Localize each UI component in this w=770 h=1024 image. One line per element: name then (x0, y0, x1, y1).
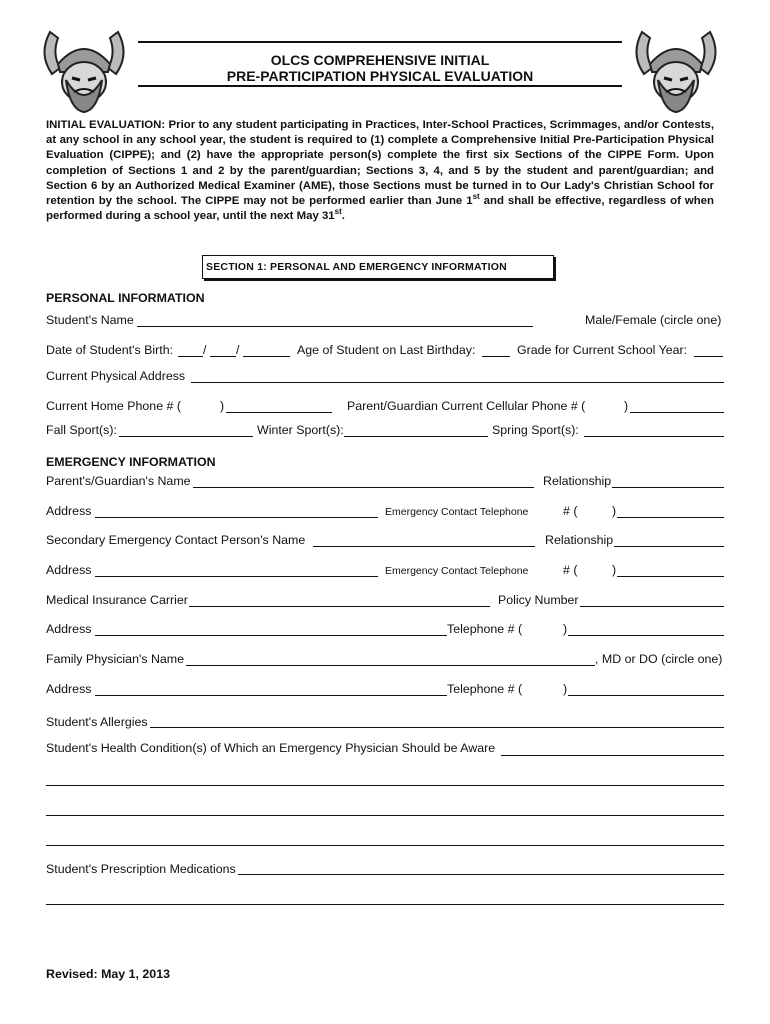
home-phone-field[interactable] (226, 412, 332, 413)
dob-slash-1: / (203, 343, 207, 357)
address-2-field[interactable] (95, 576, 378, 577)
title-line-1: OLCS COMPREHENSIVE INITIAL (270, 52, 490, 68)
telephone-4-label: Telephone # ( (447, 682, 523, 696)
conditions-line-4[interactable] (46, 845, 724, 846)
dob-year-field[interactable] (243, 356, 290, 357)
grade-label: Grade for Current School Year: (517, 343, 688, 357)
ec-phone-1-close: ) (612, 504, 617, 518)
current-address-label: Current Physical Address (46, 369, 186, 383)
address-2-label: Address (46, 563, 92, 577)
winter-sports-label: Winter Sport(s): (257, 423, 344, 437)
address-3-label: Address (46, 622, 92, 636)
gender-label: Male/Female (circle one) (585, 313, 722, 327)
viking-logo-right (628, 24, 724, 114)
fall-sports-field[interactable] (119, 436, 253, 437)
telephone-4-close: ) (563, 682, 568, 696)
conditions-line-3[interactable] (46, 815, 724, 816)
spring-sports-field[interactable] (584, 436, 724, 437)
intro-paragraph: INITIAL EVALUATION: Prior to any student participating in Practices, Inter-School Practices, Scrimmages, and/or Contests, at any school in any school year, the student is required to (1) complete a Comprehensive Initial Pre-Participation Physical Evaluation (CIPPE); and (2) have the appropriate person(s) complete the first six Sections of the CIPPE Form. Upon completion of Sections 1 and 2 by the parent/guardian; Sections 3, 4, and 5 by the student and parent/guardian; and Section 6 by an Authorized Medical Examiner (AME), those Sections must be turned in to Our Lady's Christian School for retention by the school. The CIPPE may not be performed earlier than June 1st and shall be effective, regardless of when performed during a school year, until the next May 31st. (46, 119, 714, 223)
policy-number-label: Policy Number (498, 593, 579, 607)
ec-telephone-2-label: Emergency Contact Telephone (385, 565, 529, 577)
emergency-info-heading: EMERGENCY INFORMATION (46, 455, 216, 469)
md-do-label: , MD or DO (circle one) (595, 652, 723, 666)
cell-phone-close: ) (624, 399, 629, 413)
parent-name-label: Parent's/Guardian's Name (46, 474, 191, 488)
conditions-line-2[interactable] (46, 785, 724, 786)
dob-label: Date of Student's Birth: (46, 343, 174, 357)
parent-relationship-field[interactable] (612, 487, 724, 488)
parent-name-field[interactable] (193, 487, 534, 488)
age-label: Age of Student on Last Birthday: (297, 343, 476, 357)
physician-name-label: Family Physician's Name (46, 652, 185, 666)
address-1-label: Address (46, 504, 92, 518)
address-4-label: Address (46, 682, 92, 696)
telephone-3-label: Telephone # ( (447, 622, 523, 636)
medications-line-2[interactable] (46, 904, 724, 905)
telephone-3-field[interactable] (568, 635, 724, 636)
age-field[interactable] (482, 356, 510, 357)
viking-logo-left (36, 24, 132, 114)
spring-sports-label: Spring Sport(s): (492, 423, 579, 437)
address-1-field[interactable] (95, 517, 378, 518)
winter-sports-field[interactable] (344, 436, 488, 437)
insurance-carrier-label: Medical Insurance Carrier (46, 593, 188, 607)
cell-phone-field[interactable] (630, 412, 724, 413)
title-rule-top (138, 41, 622, 43)
dob-day-field[interactable] (210, 356, 236, 357)
ec-phone-2-field[interactable] (617, 576, 724, 577)
fall-sports-label: Fall Sport(s): (46, 423, 117, 437)
medications-label: Student's Prescription Medications (46, 862, 236, 876)
ec-phone-1-open: # ( (563, 504, 578, 518)
secondary-contact-label: Secondary Emergency Contact Person's Name (46, 533, 306, 547)
secondary-contact-field[interactable] (313, 546, 535, 547)
telephone-3-close: ) (563, 622, 568, 636)
personal-info-heading: PERSONAL INFORMATION (46, 291, 205, 305)
student-name-field[interactable] (137, 326, 533, 327)
telephone-4-field[interactable] (568, 695, 724, 696)
ec-phone-2-close: ) (612, 563, 617, 577)
allergies-field[interactable] (150, 727, 724, 728)
insurance-carrier-field[interactable] (189, 606, 490, 607)
ec-phone-1-field[interactable] (617, 517, 724, 518)
conditions-label: Student's Health Condition(s) of Which an Emergency Physician Should be Aware (46, 741, 496, 755)
ec-telephone-1-label: Emergency Contact Telephone (385, 506, 529, 518)
dob-month-field[interactable] (178, 356, 203, 357)
address-4-field[interactable] (95, 695, 447, 696)
allergies-label: Student's Allergies (46, 715, 148, 729)
dob-slash-2: / (236, 343, 240, 357)
title-rule-bottom (138, 85, 622, 87)
title-line-2: PRE-PARTICIPATION PHYSICAL EVALUATION (226, 68, 534, 84)
secondary-relationship-label: Relationship (545, 533, 614, 547)
conditions-field[interactable] (501, 755, 724, 756)
home-phone-label: Current Home Phone # ( (46, 399, 181, 413)
secondary-relationship-field[interactable] (614, 546, 724, 547)
cell-phone-label: Parent/Guardian Current Cellular Phone # ( (347, 399, 586, 413)
medications-field[interactable] (238, 874, 724, 875)
address-3-field[interactable] (95, 635, 447, 636)
revised-date: Revised: May 1, 2013 (46, 967, 170, 981)
home-phone-close: ) (220, 399, 225, 413)
section-1-header: SECTION 1: PERSONAL AND EMERGENCY INFORMATION (202, 255, 554, 279)
ec-phone-2-open: # ( (563, 563, 578, 577)
physician-name-field[interactable] (186, 665, 595, 666)
parent-relationship-label: Relationship (543, 474, 612, 488)
policy-number-field[interactable] (580, 606, 724, 607)
grade-field[interactable] (694, 356, 723, 357)
current-address-field[interactable] (191, 382, 724, 383)
student-name-label: Student's Name (46, 313, 134, 327)
